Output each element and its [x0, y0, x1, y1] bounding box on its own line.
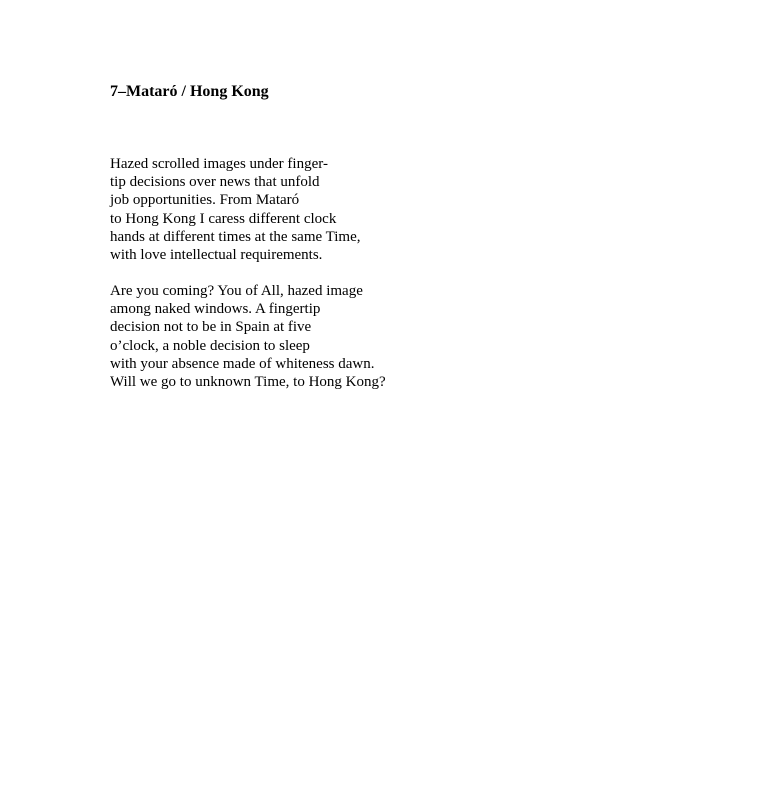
poem-line: with love intellectual requirements. [110, 247, 323, 264]
poem-title: 7–Mataró / Hong Kong [110, 83, 269, 100]
poem-line: decision not to be in Spain at five [110, 319, 312, 336]
poem-line: Hazed scrolled images under finger- [110, 156, 328, 172]
poem-line: Will we go to unknown Time, to Hong Kong? [110, 374, 386, 391]
poem-line: with your absence made of whiteness dawn. [110, 355, 375, 372]
stanza-2 [110, 282, 386, 391]
poem-line: among naked windows. A fingertip [110, 301, 321, 318]
poem-line: Are you coming? You of All, hazed image [110, 283, 363, 299]
poem-line: o’clock, a noble decision to sleep [110, 337, 310, 354]
poem-line: job opportunities. From Mataró [110, 192, 300, 209]
poem-line: to Hong Kong I caress different clock [110, 210, 337, 227]
stanza-1 [110, 155, 361, 264]
poem-line: hands at different times at the same Time, [110, 228, 361, 245]
poem-line: tip decisions over news that unfold [110, 174, 320, 191]
